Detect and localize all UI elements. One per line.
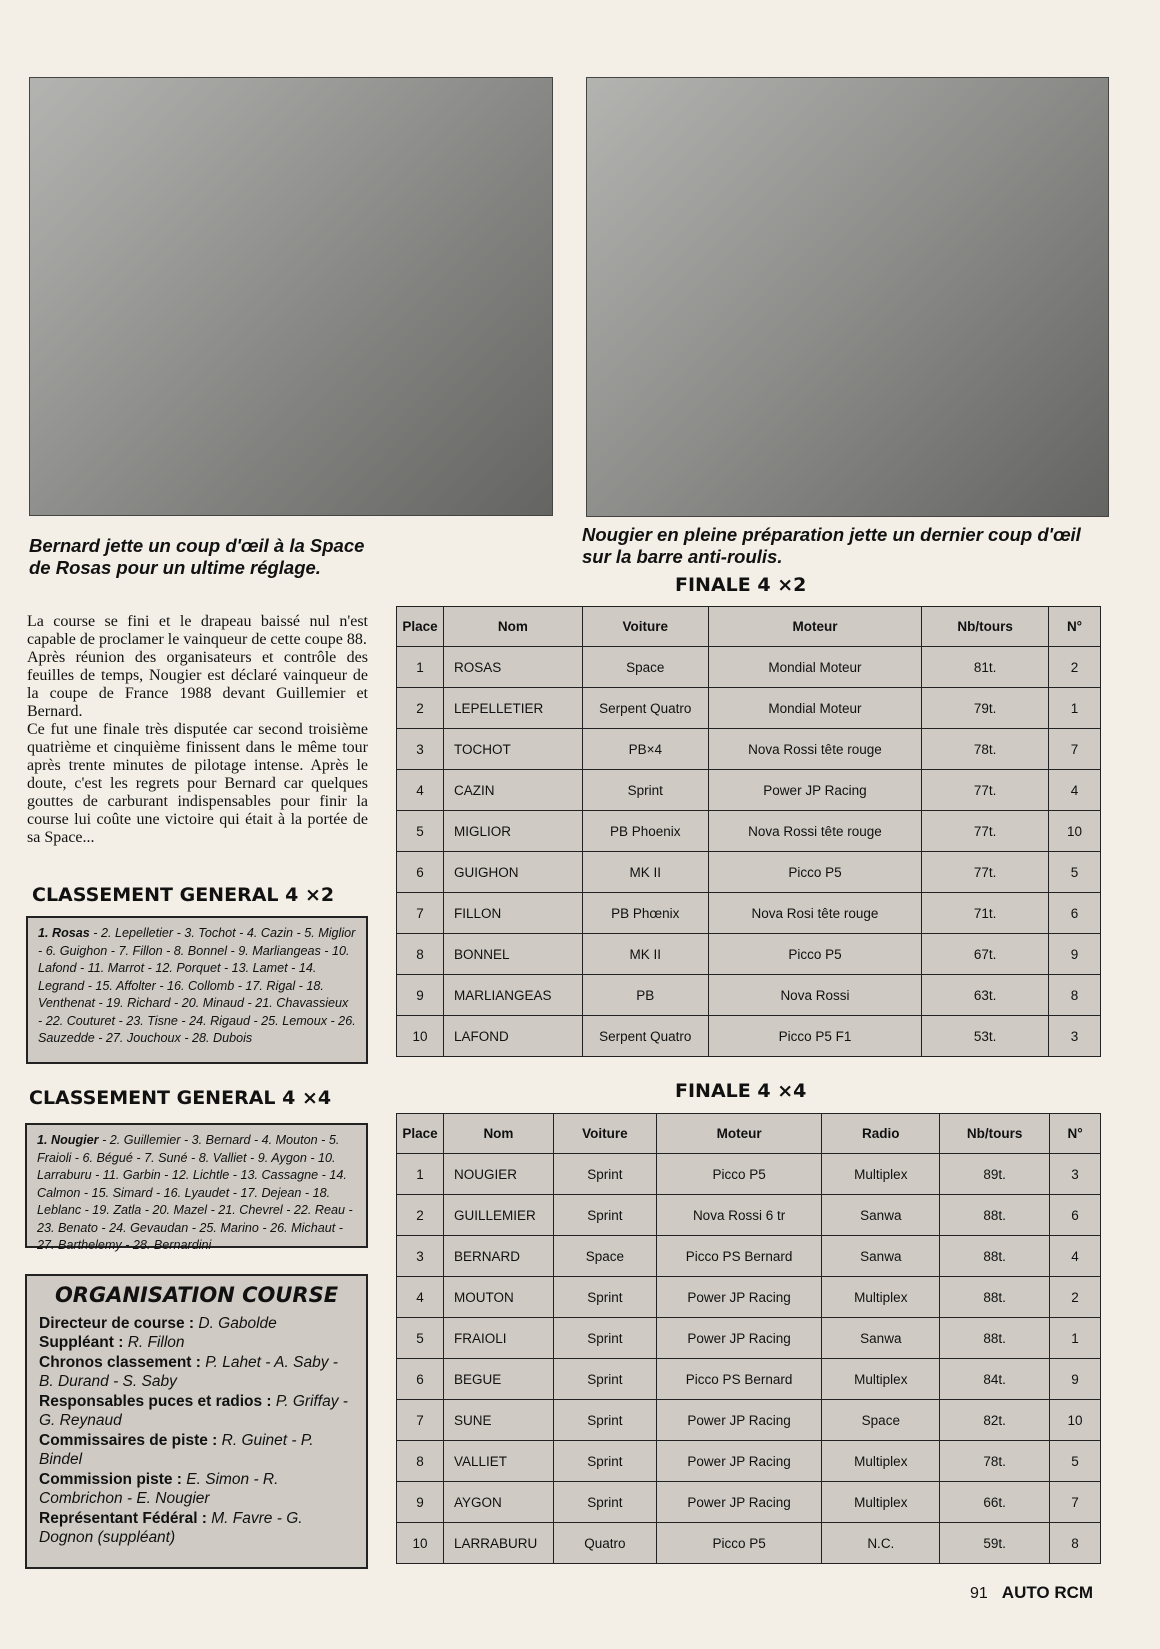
table-cell: VALLIET (443, 1441, 553, 1482)
table-cell: Nova Rossi (708, 975, 922, 1016)
table-cell: Picco PS Bernard (656, 1236, 822, 1277)
column-header: Moteur (708, 607, 922, 647)
table-cell: 8 (397, 934, 444, 975)
table-cell: 63t. (922, 975, 1049, 1016)
table-cell: GUIGHON (443, 852, 582, 893)
table-row (397, 1482, 1101, 1523)
column-header: Nb/tours (922, 607, 1049, 647)
caption-left: Bernard jette un coup d'œil à la Space de Rosas pour un ultime réglage. (29, 535, 365, 578)
table-cell: 4 (1049, 770, 1101, 811)
organisation-value: D. Gabolde (194, 1314, 277, 1332)
table-cell: Sanwa (822, 1236, 940, 1277)
organisation-label: Représentant Fédéral : (39, 1509, 207, 1527)
table-cell: BERNARD (443, 1236, 553, 1277)
table-cell: Nova Rossi tête rouge (708, 729, 922, 770)
table-cell: Multiplex (822, 1482, 940, 1523)
table-cell: Multiplex (822, 1359, 940, 1400)
table-row (397, 647, 1101, 688)
table-cell: PB×4 (582, 729, 708, 770)
table-cell: Sprint (553, 1195, 656, 1236)
table-row (397, 1441, 1101, 1482)
table-cell: BEGUE (443, 1359, 553, 1400)
table-row (397, 1523, 1101, 1564)
table-cell: 2 (1050, 1277, 1101, 1318)
table-cell: 2 (1049, 647, 1101, 688)
table-cell: FILLON (443, 893, 582, 934)
article-body (27, 613, 368, 847)
table-row (397, 770, 1101, 811)
organisation-value: P. Lahet - A. Saby - B. Durand - S. Saby (39, 1353, 338, 1390)
table-cell: MARLIANGEAS (443, 975, 582, 1016)
table-cell: 88t. (940, 1195, 1050, 1236)
table-cell: 10 (397, 1016, 444, 1057)
table-cell: 9 (1049, 934, 1101, 975)
organisation-label: Suppléant : (39, 1334, 124, 1351)
table-cell: 5 (397, 811, 444, 852)
table-cell: MIGLIOR (443, 811, 582, 852)
table-cell: 10 (397, 1523, 444, 1564)
table-cell: 1 (397, 1154, 444, 1195)
classement-4x4-title: CLASSEMENT GENERAL 4 ×4 (29, 1087, 332, 1109)
table-cell: 88t. (940, 1318, 1050, 1359)
table-cell: Mondial Moteur (708, 647, 922, 688)
column-header: Radio (822, 1114, 940, 1154)
organisation-label: Directeur de course : (39, 1314, 195, 1332)
table-cell: PB (582, 975, 708, 1016)
table-cell: 10 (1049, 811, 1101, 852)
table-cell: Picco P5 (708, 934, 922, 975)
table-cell: Serpent Quatro (582, 1016, 708, 1057)
table-cell: 10 (1050, 1400, 1101, 1441)
column-header: Voiture (582, 607, 708, 647)
table-cell: 84t. (940, 1359, 1050, 1400)
table-cell: Space (553, 1236, 656, 1277)
table-header-row (397, 1114, 1101, 1154)
table-cell: Sprint (553, 1400, 656, 1441)
table-cell: 59t. (940, 1523, 1050, 1564)
table-cell: Sprint (553, 1154, 656, 1195)
organisation-row (39, 1353, 354, 1392)
table-cell: 8 (1049, 975, 1101, 1016)
column-header: N° (1049, 607, 1101, 647)
table-cell: Multiplex (822, 1277, 940, 1318)
table-cell: Sprint (553, 1318, 656, 1359)
organisation-box (25, 1274, 368, 1569)
table-cell: 79t. (922, 688, 1049, 729)
table-cell: GUILLEMIER (443, 1195, 553, 1236)
caption-right: Nougier en pleine préparation jette un dernier coup d'œil sur la barre anti-roulis. (582, 524, 1081, 567)
table-cell: 9 (397, 975, 444, 1016)
table-cell: 77t. (922, 811, 1049, 852)
table-cell: PB Phœnix (582, 893, 708, 934)
table-row (397, 1016, 1101, 1057)
table-header-row (397, 607, 1101, 647)
organisation-row (39, 1431, 354, 1470)
finale-4x4-title: FINALE 4 ×4 (675, 1080, 807, 1102)
table-cell: Power JP Racing (708, 770, 922, 811)
table-cell: Picco P5 (708, 852, 922, 893)
table-cell: 4 (397, 770, 444, 811)
table-cell: Sprint (553, 1277, 656, 1318)
classement-4x2-list: - 2. Lepelletier - 3. Tochot - 4. Cazin - 5. Miglior - 6. Guighon - 7. Fillon - 8. Bonnel - 9. Marliangeas - 10. Lafond - 11. Marrot - 12. Porquet - 13. Lamet - 14. Legrand - 15. Affolter - 16. Collomb - 17. Rigal - 18. Venthenat - 19. Richard - 20. Minaud - 21. Chavassieux - 22. Couturet - 23. Tisne - 24. Rigaud - 25. Lemoux - 26. Sauzedde - 27. Jouchoux - 28. Dubois (38, 926, 356, 1045)
table-cell: 5 (397, 1318, 444, 1359)
table-cell: Sprint (553, 1441, 656, 1482)
table-row (397, 1400, 1101, 1441)
page-footer (970, 1583, 1093, 1603)
classement-4x2-title: CLASSEMENT GENERAL 4 ×2 (32, 884, 335, 906)
table-cell: Sanwa (822, 1195, 940, 1236)
table-cell: Space (822, 1400, 940, 1441)
table-cell: 6 (1050, 1195, 1101, 1236)
column-header: Nom (443, 607, 582, 647)
article-paragraph: Ce fut une finale très disputée car second troisième quatrième et cinquième finissent dans le même tour après trente minutes de pilotage intense. Après le doute, c'est les regrets pour Bernard car quelques gouttes de carburant indispensables pour finir la course lui coûte une victoire qui était à la portée de sa Space... (27, 721, 368, 846)
photo-shade (587, 78, 1108, 516)
table-cell: 8 (397, 1441, 444, 1482)
classement-4x4-box (25, 1123, 368, 1252)
table-cell: Sprint (553, 1359, 656, 1400)
table-cell: Space (582, 647, 708, 688)
magazine-brand: AUTO RCM (1001, 1583, 1094, 1602)
table-row (397, 1277, 1101, 1318)
classement-4x2-box (26, 916, 368, 1064)
table-row (397, 893, 1101, 934)
table-cell: LAFOND (443, 1016, 582, 1057)
table-cell: 7 (397, 893, 444, 934)
organisation-label: Commissaires de piste : (39, 1431, 218, 1449)
table-row (397, 1154, 1101, 1195)
table-cell: Power JP Racing (656, 1441, 822, 1482)
column-header: Nb/tours (940, 1114, 1050, 1154)
table-cell: 77t. (922, 770, 1049, 811)
table-cell: Quatro (553, 1523, 656, 1564)
table-cell: 3 (397, 729, 444, 770)
classement-4x2-winner: 1. Rosas (38, 926, 90, 940)
table-row (397, 1318, 1101, 1359)
table-cell: 2 (397, 1195, 444, 1236)
organisation-row (39, 1509, 354, 1548)
table-cell: 4 (1050, 1236, 1101, 1277)
table-cell: 1 (397, 647, 444, 688)
photo-shade (30, 78, 552, 515)
table-cell: 6 (397, 852, 444, 893)
table-row (397, 811, 1101, 852)
photo-bernard-rosas (29, 77, 553, 516)
table-cell: MOUTON (443, 1277, 553, 1318)
table-cell: 53t. (922, 1016, 1049, 1057)
table-row (397, 729, 1101, 770)
table-row (397, 688, 1101, 729)
table-cell: 7 (397, 1400, 444, 1441)
table-cell: CAZIN (443, 770, 582, 811)
table-cell: 89t. (940, 1154, 1050, 1195)
article-paragraph: Après réunion des organisateurs et contrôle des feuilles de temps, Nougier est déclaré vainqueur de la coupe de France 1988 devant Guillemier et Bernard. (27, 649, 368, 720)
table-row (397, 852, 1101, 893)
table-cell: SUNE (443, 1400, 553, 1441)
table-cell: 1 (1049, 688, 1101, 729)
table-cell: 81t. (922, 647, 1049, 688)
table-cell: LEPELLETIER (443, 688, 582, 729)
organisation-row (39, 1470, 354, 1509)
classement-4x4-list: - 2. Guillemier - 3. Bernard - 4. Mouton - 5. Fraioli - 6. Bégué - 7. Suné - 8. Valliet - 9. Aygon - 10. Larraburu - 11. Garbin - 12. Lichtle - 13. Cassagne - 14. Calmon - 15. Simard - 16. Lyaudet - 17. Dejean - 18. Leblanc - 19. Zatla - 20. Mazel - 21. Chevrel - 22. Reau - 23. Benato - 24. Gevaudan - 25. Marino - 26. Michaut - 27. Barthelemy - 28. Bernardini (37, 1133, 353, 1252)
finale-4x4-table (396, 1113, 1101, 1564)
table-cell: Mondial Moteur (708, 688, 922, 729)
table-cell: 9 (1050, 1359, 1101, 1400)
table-cell: MK II (582, 852, 708, 893)
table-cell: Power JP Racing (656, 1482, 822, 1523)
table-cell: 2 (397, 688, 444, 729)
table-cell: 5 (1050, 1441, 1101, 1482)
table-cell: 7 (1049, 729, 1101, 770)
organisation-label: Responsables puces et radios : (39, 1392, 272, 1410)
table-row (397, 975, 1101, 1016)
column-header: Place (397, 1114, 444, 1154)
table-cell: LARRABURU (443, 1523, 553, 1564)
organisation-row (39, 1314, 354, 1334)
classement-4x4-winner: 1. Nougier (37, 1133, 99, 1147)
organisation-value: P. Griffay - G. Reynaud (39, 1392, 348, 1429)
table-cell: 6 (397, 1359, 444, 1400)
article-paragraph: La course se fini et le drapeau baissé nul n'est capable de proclamer le vainqueur de cette coupe 88. (27, 613, 368, 648)
table-cell: MK II (582, 934, 708, 975)
column-header: Place (397, 607, 444, 647)
organisation-value: R. Guinet - P. Bindel (39, 1431, 314, 1468)
table-cell: Sanwa (822, 1318, 940, 1359)
table-cell: AYGON (443, 1482, 553, 1523)
table-cell: Sprint (553, 1482, 656, 1523)
table-cell: Power JP Racing (656, 1318, 822, 1359)
organisation-title: ORGANISATION COURSE (54, 1283, 339, 1307)
table-cell: 6 (1049, 893, 1101, 934)
table-cell: 82t. (940, 1400, 1050, 1441)
table-cell: Sprint (582, 770, 708, 811)
table-cell: 4 (397, 1277, 444, 1318)
table-cell: FRAIOLI (443, 1318, 553, 1359)
table-cell: 9 (397, 1482, 444, 1523)
table-cell: 88t. (940, 1236, 1050, 1277)
table-cell: 1 (1050, 1318, 1101, 1359)
organisation-label: Commission piste : (39, 1470, 182, 1488)
table-cell: PB Phoenix (582, 811, 708, 852)
table-cell: 71t. (922, 893, 1049, 934)
table-cell: Multiplex (822, 1154, 940, 1195)
table-cell: 3 (397, 1236, 444, 1277)
table-cell: 78t. (922, 729, 1049, 770)
table-cell: 78t. (940, 1441, 1050, 1482)
table-row (397, 1359, 1101, 1400)
table-cell: N.C. (822, 1523, 940, 1564)
table-cell: 66t. (940, 1482, 1050, 1523)
finale-4x2-title: FINALE 4 ×2 (675, 574, 807, 596)
column-header: Nom (443, 1114, 553, 1154)
table-cell: 3 (1050, 1154, 1101, 1195)
table-cell: Power JP Racing (656, 1400, 822, 1441)
table-row (397, 1236, 1101, 1277)
table-cell: BONNEL (443, 934, 582, 975)
table-cell: Picco P5 F1 (708, 1016, 922, 1057)
table-cell: 88t. (940, 1277, 1050, 1318)
table-cell: Picco P5 (656, 1154, 822, 1195)
table-row (397, 934, 1101, 975)
table-cell: Picco PS Bernard (656, 1359, 822, 1400)
organisation-label: Chronos classement : (39, 1353, 201, 1371)
table-cell: 5 (1049, 852, 1101, 893)
organisation-value: R. Fillon (123, 1334, 185, 1351)
table-row (397, 1195, 1101, 1236)
table-cell: 3 (1049, 1016, 1101, 1057)
organisation-row (39, 1392, 354, 1431)
page-number: 91 (970, 1585, 988, 1602)
organisation-row (39, 1333, 354, 1353)
table-cell: Nova Rosi tête rouge (708, 893, 922, 934)
table-cell: Serpent Quatro (582, 688, 708, 729)
table-cell: 7 (1050, 1482, 1101, 1523)
table-cell: 77t. (922, 852, 1049, 893)
table-cell: TOCHOT (443, 729, 582, 770)
photo-nougier-preparation (586, 77, 1109, 517)
table-cell: Power JP Racing (656, 1277, 822, 1318)
table-cell: Multiplex (822, 1441, 940, 1482)
finale-4x2-table (396, 606, 1101, 1057)
table-cell: Nova Rossi tête rouge (708, 811, 922, 852)
table-cell: ROSAS (443, 647, 582, 688)
organisation-value: E. Simon - R. Combrichon - E. Nougier (39, 1470, 279, 1507)
table-cell: 67t. (922, 934, 1049, 975)
table-cell: 8 (1050, 1523, 1101, 1564)
column-header: Voiture (553, 1114, 656, 1154)
table-cell: Picco P5 (656, 1523, 822, 1564)
organisation-value: M. Favre - G. Dognon (suppléant) (39, 1509, 303, 1546)
column-header: Moteur (656, 1114, 822, 1154)
column-header: N° (1050, 1114, 1101, 1154)
table-cell: NOUGIER (443, 1154, 553, 1195)
table-cell: Nova Rossi 6 tr (656, 1195, 822, 1236)
